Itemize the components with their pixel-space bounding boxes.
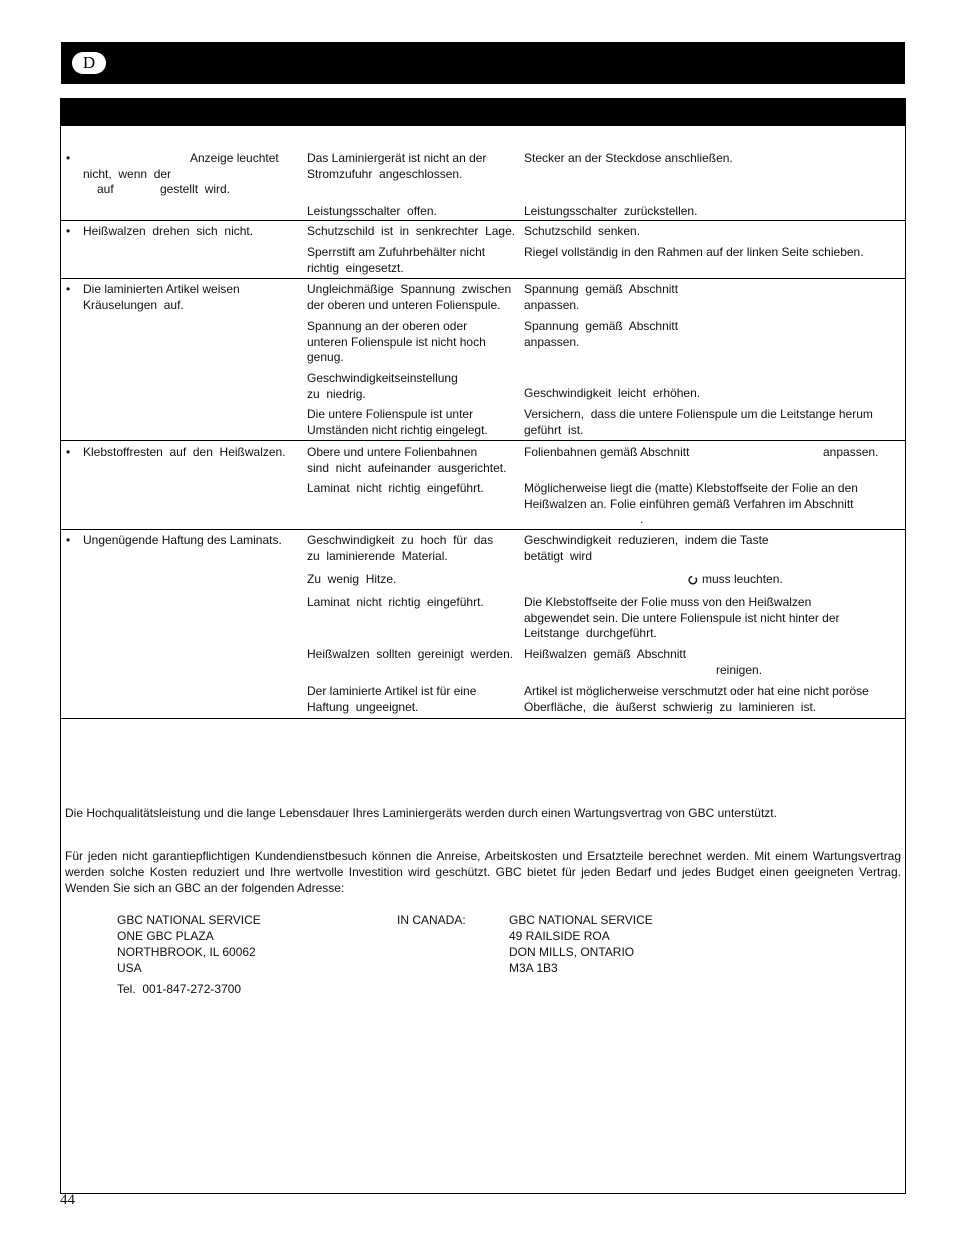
remedy-text: Spannung gemäß Abschnitt anpassen. [524, 282, 679, 312]
cause-text: Geschwindigkeit zu hoch für das zu laminierende Material. [307, 533, 494, 563]
page-number: 44 [60, 1192, 75, 1208]
cause-text: Schutzschild ist in senkrechter Lage. [307, 224, 516, 238]
symptom-text: nicht, wenn der [83, 166, 172, 181]
troubleshooting-frame [60, 98, 906, 1194]
remedy-text: Die Klebstoffseite der Folie muss von den Heißwalzen abgewendet sein. Die untere Folienspule ist nicht hinter der Leitstange durchgeführt. [524, 595, 840, 640]
cause-text: Ungleichmäßige Spannung zwischen der oberen und unteren Folienspule. [307, 282, 512, 312]
table-row [61, 221, 905, 279]
cause-text: Spannung an der oberen oder unteren Folienspule ist nicht hoch genug. [307, 319, 486, 364]
table-row [61, 530, 905, 719]
canada-label: IN CANADA: [397, 913, 466, 927]
bullet: • [66, 224, 71, 238]
remedy-text: muss leuchten. [702, 572, 783, 586]
cause-text: Zu wenig Hitze. [307, 572, 397, 586]
remedy-text: reinigen. [716, 663, 763, 677]
table-row [61, 441, 905, 530]
remedy-text: . [640, 512, 644, 526]
symptom-text: Ungenügende Haftung des Laminats. [83, 533, 282, 547]
cause-text: Heißwalzen sollten gereinigt werden. [307, 647, 514, 661]
canada-address: GBC NATIONAL SERVICE 49 RAILSIDE ROA DON MILLS, ONTARIO M3A 1B3 [509, 913, 653, 975]
table-row [61, 126, 905, 221]
remedy-text: Geschwindigkeit reduzieren, indem die Taste betätigt wird [524, 533, 769, 563]
cause-text: Laminat nicht richtig eingeführt. [307, 481, 484, 495]
cause-text: Sperrstift am Zufuhrbehälter nicht richtig eingesetzt. [307, 245, 486, 275]
remedy-text: Folienbahnen gemäß Abschnitt [524, 445, 690, 459]
remedy-text: Spannung gemäß Abschnitt anpassen. [524, 319, 679, 349]
remedy-text: anpassen. [823, 445, 879, 459]
bullet: • [66, 151, 71, 165]
symptom-text: Die laminierten Artikel weisen Kräuselungen auf. [83, 282, 240, 312]
bullet: • [66, 445, 71, 459]
cause-text: Leistungsschalter offen. [307, 204, 437, 218]
cause-text: Die untere Folienspule ist unter Umständen nicht richtig eingelegt. [307, 407, 488, 437]
power-indicator-icon [688, 575, 698, 585]
bullet: • [66, 533, 71, 547]
usa-phone: Tel. 001-847-272-3700 [117, 982, 242, 996]
symptom-text: gestellt wird. [160, 182, 231, 196]
remedy-text: Heißwalzen gemäß Abschnitt [524, 647, 687, 661]
cause-text: Obere und untere Folienbahnen sind nicht aufeinander ausgerichtet. [307, 445, 507, 475]
usa-address: GBC NATIONAL SERVICE ONE GBC PLAZA NORTHBROOK, IL 60062 USA [117, 913, 261, 975]
language-badge: D [72, 52, 106, 74]
remedy-text: Stecker an der Steckdose anschließen. [524, 151, 733, 165]
remedy-text: Schutzschild senken. [524, 224, 641, 238]
symptom-text: auf [97, 182, 114, 196]
symptom-text: Klebstoffresten auf den Heißwalzen. [83, 445, 286, 459]
section-header-bar [61, 42, 905, 84]
cause-text: Laminat nicht richtig eingeführt. [307, 595, 484, 609]
service-paragraph: Für jeden nicht garantiepflichtigen Kundendienstbesuch können die Anreise, Arbeitskosten und Ersatzteile berechnet werden. Mit einem Wartungsvertrag werden solche Kosten reduziert und Ihre wertvolle Investition wird geschützt. GBC bietet für jeden Bedarf und jedes Budget einen geeigneten Vertrag. Wenden Sie sich an GBC an der folgenden Adresse: [65, 849, 901, 895]
symptom-text: Anzeige leuchtet [190, 151, 279, 165]
cause-text: Geschwindigkeitseinstellung zu niedrig. [307, 371, 458, 401]
remedy-text: Geschwindigkeit leicht erhöhen. [524, 386, 701, 400]
symptom-text: Heißwalzen drehen sich nicht. [83, 224, 254, 238]
remedy-text: Versichern, dass die untere Folienspule um die Leitstange herum geführt ist. [524, 407, 873, 437]
cause-text: Das Laminiergerät ist nicht an der Stromzufuhr angeschlossen. [307, 151, 487, 181]
remedy-text: Leistungsschalter zurückstellen. [524, 204, 698, 218]
remedy-text: Möglicherweise liegt die (matte) Klebstoffseite der Folie an den Heißwalzen an. Folie einführen gemäß Verfahren im Abschnitt [524, 481, 858, 511]
cause-text: Der laminierte Artikel ist für eine Haftung ungeeignet. [307, 684, 477, 714]
service-paragraph: Die Hochqualitätsleistung und die lange Lebensdauer Ihres Laminiergeräts werden durch einen Wartungsvertrag von GBC unterstützt. [65, 806, 777, 820]
bullet: • [66, 282, 71, 296]
table-header-bar [61, 99, 905, 126]
table-row [61, 279, 905, 441]
remedy-text: Riegel vollständig in den Rahmen auf der linken Seite schieben. [524, 245, 864, 259]
remedy-text: Artikel ist möglicherweise verschmutzt oder hat eine nicht poröse Oberfläche, die äußerst schwierig zu laminieren ist. [524, 684, 869, 714]
